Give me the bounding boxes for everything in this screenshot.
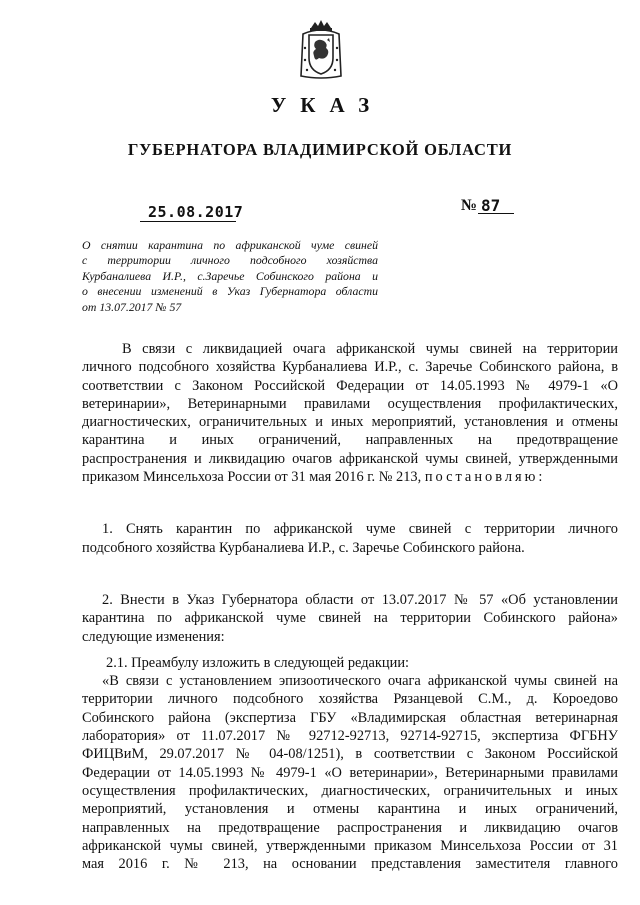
item21-line: Федерации от 14.05.1993 № 4979-1 «О ветеринарии», Ветеринарными правилами xyxy=(82,764,618,781)
item21-line: мая 2016 г. № 213, на основании представления заместителя главного xyxy=(82,856,618,873)
preamble-line: соответствии с Законом Российской Федерации от 14.05.1993 № 4979-1 «О xyxy=(82,377,618,394)
date-underline xyxy=(140,221,236,222)
number-underline xyxy=(478,213,514,214)
subject-line: Курбаналиева И.Р., с.Заречье Собинского района и xyxy=(82,268,378,283)
coat-of-arms-icon xyxy=(297,18,345,80)
preamble-line: приказом Минсельхоза России от 31 мая 2016 г. № 213, xyxy=(82,469,422,486)
item2-line: 2. Внести в Указ Губернатора области от 13.07.2017 № 57 «Об установлении xyxy=(102,591,618,608)
item2-line: карантина по африканской чуме свиней на территории Собинского района» xyxy=(82,610,618,627)
subject-line: о внесении изменений в Указ Губернатора области xyxy=(82,284,378,299)
item21-line: территории личного подсобного хозяйства Рязанцевой С.М., д. Короедово xyxy=(82,691,618,708)
preamble-line: диагностических, ограничительных и иных мероприятий, установления и отмены xyxy=(82,414,618,431)
item1-line: 1. Снять карантин по африканской чуме свиней с территории личного xyxy=(102,521,618,538)
decree-number: 87 xyxy=(481,196,501,215)
item21-line: лаборатория» от 11.07.2017 № 92712-92713, 92714-92715, экспертиза ФГБНУ xyxy=(82,728,618,745)
item1-line: подсобного хозяйства Курбаналиева И.Р., с. Заречье Собинского района. xyxy=(82,539,525,556)
item21-line: «В связи с установлением эпизоотического очага африканской чумы свиней на xyxy=(102,673,618,690)
item21-line: Собинского района (экспертиза ГБУ «Владимирская областная ветеринарная xyxy=(82,709,618,726)
preamble-line: личного подсобного хозяйства Курбаналиева И.Р., с. Заречье Собинского района, в xyxy=(82,359,618,376)
item21-line: ФИЦВиМ, 29.07.2017 № 04-08/1251), в соответствии с Законом Российской xyxy=(82,746,618,763)
decree-number-label: № xyxy=(461,197,478,214)
item2-line: следующие изменения: xyxy=(82,628,225,645)
preamble-line: ветеринарии», Ветеринарными правилами осуществления профилактических, xyxy=(82,395,618,412)
item21-line: мероприятий, установления и отмены карантина и иных ограничений, xyxy=(82,801,618,818)
preamble-line-final xyxy=(82,468,618,486)
preamble-line: карантина и иных ограничений, направленных на предотвращение xyxy=(82,432,618,449)
decree-body xyxy=(82,340,618,873)
preamble-line: распространения и ликвидацию очагов африканской чумы свиней, утвержденными xyxy=(82,450,618,467)
preamble-line: В связи с ликвидацией очага африканской чумы свиней на территории xyxy=(122,341,618,357)
item21-line: осуществления профилактических, диагностических, ограничительных и иных xyxy=(82,782,618,799)
decree-subject xyxy=(82,238,378,315)
subject-line: с территории личного подсобного хозяйства xyxy=(82,253,378,268)
subject-line: О снятии карантина по африканской чуме свиней xyxy=(82,238,378,252)
item21-heading: 2.1. Преамбулу изложить в следующей редакции: xyxy=(106,654,410,671)
item21-line: направленных на предотвращение распространения и ликвидацию очагов xyxy=(82,819,618,836)
item21-line: африканской чумы свиней, утвержденными приказом Минсельхоза России от 31 xyxy=(82,837,618,854)
decree-subtitle: ГУБЕРНАТОРА ВЛАДИМИРСКОЙ ОБЛАСТИ xyxy=(127,140,513,159)
subject-line: от 13.07.2017 № 57 xyxy=(82,299,182,314)
decree-title: УКАЗ xyxy=(270,93,384,117)
decree-verb: постановляю: xyxy=(424,469,546,486)
decree-date: 25.08.2017 xyxy=(148,203,244,221)
